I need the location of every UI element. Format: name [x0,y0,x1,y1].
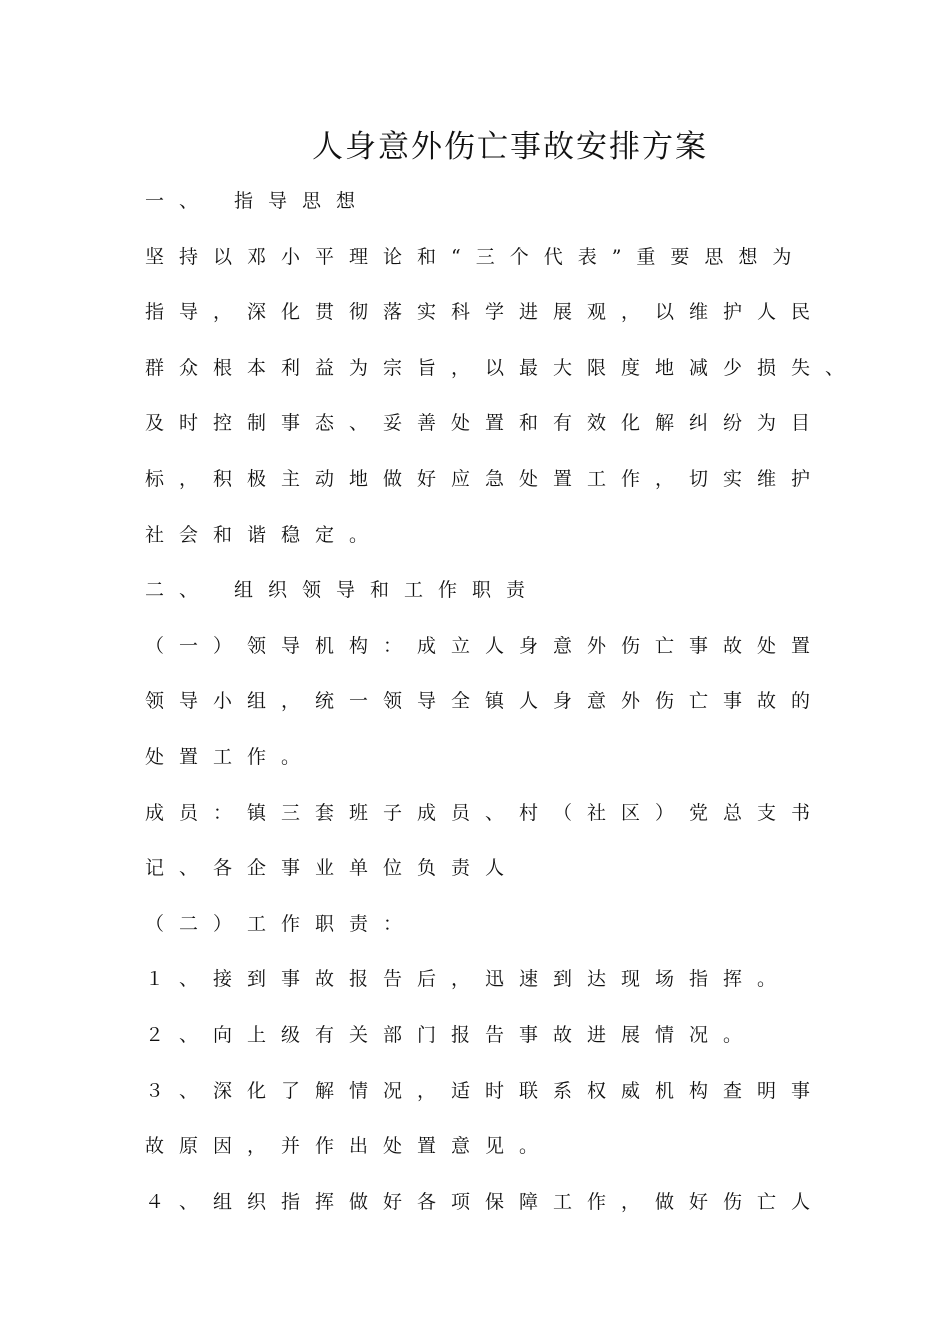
body-line: 处置工作。 [145,745,316,768]
body-line: （一）领导机构：成立人身意外伤亡事故处置 [145,634,826,657]
list-item: ３、深化了解情况，适时联系权威机构查明事 [145,1079,826,1102]
body-line: 及时控制事态、妥善处置和有效化解纠纷为目 [145,412,826,435]
subsection-heading-duties: （二）工作职责： [145,912,418,935]
section-heading-organization: 二、 组织领导和工作职责 [145,579,541,602]
list-item: ２、向上级有关部门报告事故进展情况。 [145,1023,758,1046]
body-line: 记、各企事业单位负责人 [145,857,520,880]
body-line: 领导小组，统一领导全镇人身意外伤亡事故的 [145,690,826,713]
body-line: 成员：镇三套班子成员、村（社区）党总支书 [145,801,826,824]
body-line: 坚持以邓小平理论和“三个代表”重要思想为 [145,245,807,268]
document-title: 人身意外伤亡事故安排方案 [312,129,708,165]
body-line: 标，积极主动地做好应急处置工作，切实维护 [145,467,826,490]
body-line: 故原因，并作出处置意见。 [145,1135,554,1158]
body-line: 社会和谐稳定。 [145,523,384,546]
document-body [145,186,860,1242]
section-heading-guiding-ideology: 一、 指导思想 [145,190,371,212]
list-item: ４、组织指挥做好各项保障工作，做好伤亡人 [145,1190,826,1213]
body-line: 指导，深化贯彻落实科学进展观，以维护人民 [145,301,826,324]
list-item: １、接到事故报告后，迅速到达现场指挥。 [145,968,792,991]
body-line: 群众根本利益为宗旨，以最大限度地减少损失、 [145,356,860,379]
